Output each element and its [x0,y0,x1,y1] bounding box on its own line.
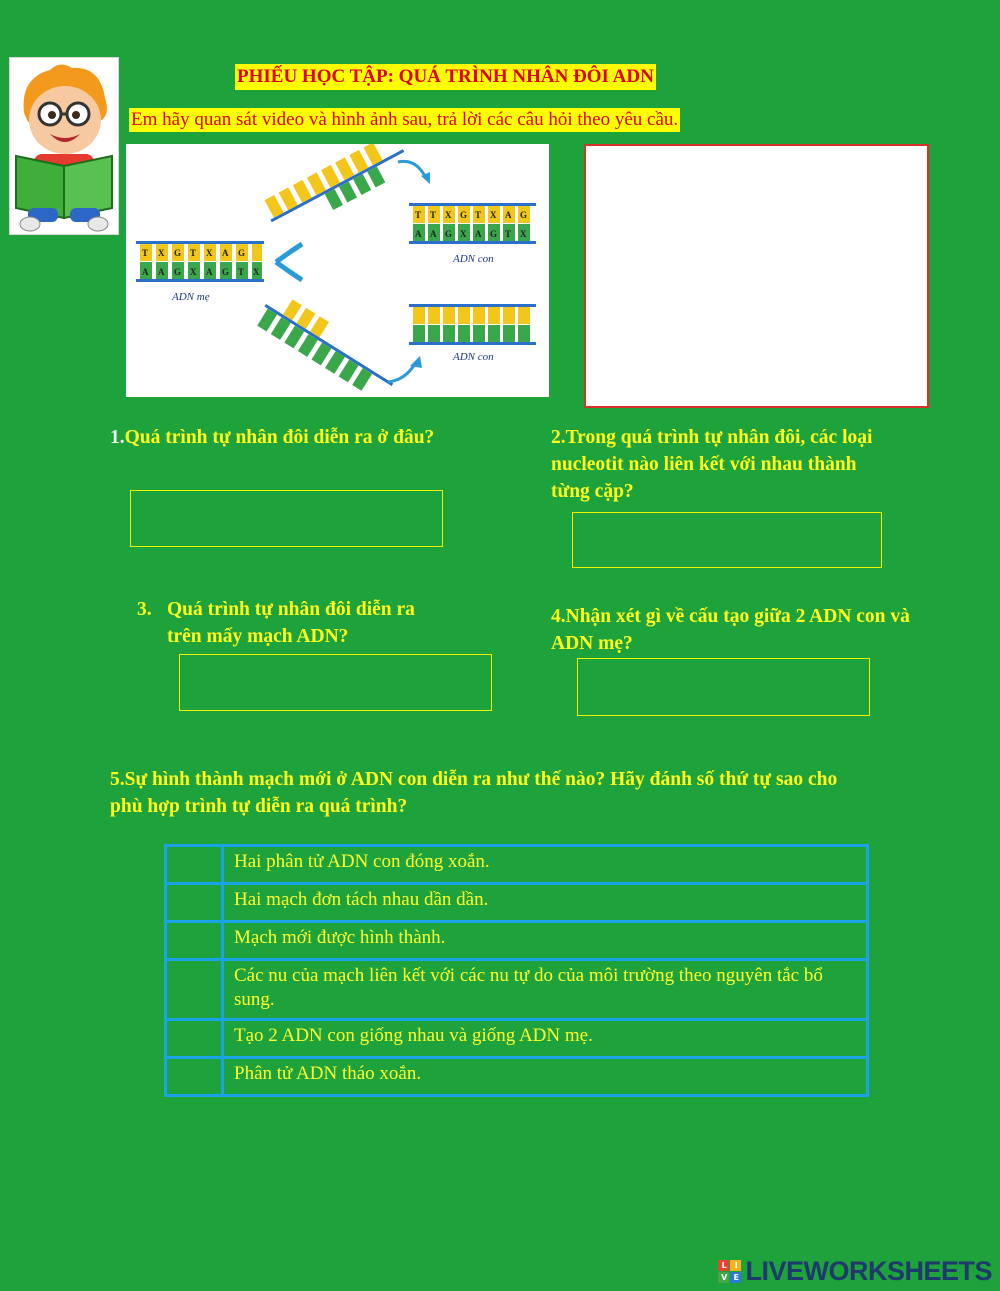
question-3-number: 3. [137,599,152,620]
mother-bottom-bases [142,267,260,277]
svg-text:G: G [174,248,182,258]
svg-text:G: G [460,210,468,220]
table-row [166,960,868,1020]
svg-text:A: A [475,229,482,239]
diagram-label-mother: ADN mẹ [172,291,210,303]
step-text: Mạch mới được hình thành. [223,922,868,960]
svg-text:G: G [490,229,498,239]
svg-text:X: X [206,248,213,258]
svg-text:T: T [505,229,512,239]
diagram-label-child-2: ADN con [453,351,494,363]
question-2: 2.Trong quá trình tự nhân đôi, các loại nucleotit nào liên kết với nhau thành từng cặp? [551,427,873,502]
child-top-bases [415,210,527,220]
dna-replication-diagram [126,144,549,397]
svg-text:G: G [445,229,453,239]
svg-text:X: X [490,210,497,220]
upper-separated-strand [261,144,413,238]
answer-box-4[interactable] [577,658,870,716]
step-text: Hai phân tử ADN con đóng xoắn. [223,846,868,884]
svg-text:X: X [520,229,527,239]
step-text: Các nu của mạch liên kết với các nu tự do của môi trường theo nguyên tắc bổ sung. [223,960,868,1020]
ordering-table [164,844,869,1097]
table-row [166,846,868,884]
child-bottom-bases [415,229,527,239]
svg-text:A: A [222,248,229,258]
child-dna-2 [409,304,536,363]
svg-text:G: G [222,267,230,277]
svg-text:T: T [430,210,437,220]
table-row [166,884,868,922]
order-input-3[interactable] [166,922,223,960]
logo-letter-e: E [730,1272,741,1283]
svg-text:A: A [142,267,149,277]
logo-letter-v: V [718,1272,729,1283]
svg-text:X: X [460,229,467,239]
liveworksheets-logo-icon [718,1260,741,1283]
svg-text:A: A [505,210,512,220]
student-reading-illustration [9,57,119,235]
question-1-text: Quá trình tự nhân đôi diễn ra ở đâu? [124,427,435,448]
svg-text:T: T [238,267,245,277]
svg-text:X: X [158,248,165,258]
order-input-4[interactable] [166,960,223,1020]
svg-text:T: T [190,248,197,258]
step-text: Phân tử ADN tháo xoắn. [223,1058,868,1096]
svg-text:A: A [415,229,422,239]
order-input-2[interactable] [166,884,223,922]
video-frame[interactable] [584,144,929,408]
svg-text:A: A [206,267,213,277]
question-4: 4.Nhận xét gì về cấu tạo giữa 2 ADN con và ADN mẹ? [551,606,910,654]
order-input-5[interactable] [166,1020,223,1058]
answer-box-2[interactable] [572,512,882,568]
logo-letter-l: L [718,1260,729,1271]
child-dna-1 [409,203,536,265]
question-3-line-1: Quá trình tự nhân đôi diễn ra [167,599,415,620]
svg-text:A: A [430,229,437,239]
svg-text:G: G [520,210,528,220]
svg-text:G: G [238,248,246,258]
brand-name: LIVEWORKSHEETS [745,1255,992,1286]
question-5: 5.Sự hình thành mạch mới ở ADN con diễn ra như thế nào? Hãy đánh số thứ tự sao cho phù hợp trình tự diễn ra quá trình? [110,769,838,817]
diagram-label-child-1: ADN con [453,253,494,265]
svg-text:X: X [253,267,260,277]
instruction-text: Em hãy quan sát video và hình ảnh sau, trả lời các câu hỏi theo yêu cầu. [131,109,679,130]
question-3 [137,596,497,650]
logo-letter-i: I [730,1260,741,1271]
answer-box-1[interactable] [130,490,443,547]
step-text: Tạo 2 ADN con giống nhau và giống ADN mẹ. [223,1020,868,1058]
svg-text:X: X [190,267,197,277]
question-3-line-2: trên mấy mạch ADN? [167,626,349,647]
liveworksheets-logo[interactable] [718,1254,992,1288]
svg-text:T: T [415,210,422,220]
svg-text:X: X [445,210,452,220]
table-row [166,1058,868,1096]
table-row [166,1020,868,1058]
svg-text:A: A [158,267,165,277]
answer-box-3[interactable] [179,654,492,711]
step-text: Hai mạch đơn tách nhau dần dần. [223,884,868,922]
order-input-1[interactable] [166,846,223,884]
question-1-number: 1. [110,427,125,448]
lower-separated-strand [254,289,403,397]
order-input-6[interactable] [166,1058,223,1096]
svg-text:T: T [475,210,482,220]
table-row [166,922,868,960]
svg-text:G: G [174,267,182,277]
worksheet-title: PHIẾU HỌC TẬP: QUÁ TRÌNH NHÂN ĐÔI ADN [235,64,656,90]
question-1 [110,424,470,451]
svg-text:T: T [142,248,149,258]
